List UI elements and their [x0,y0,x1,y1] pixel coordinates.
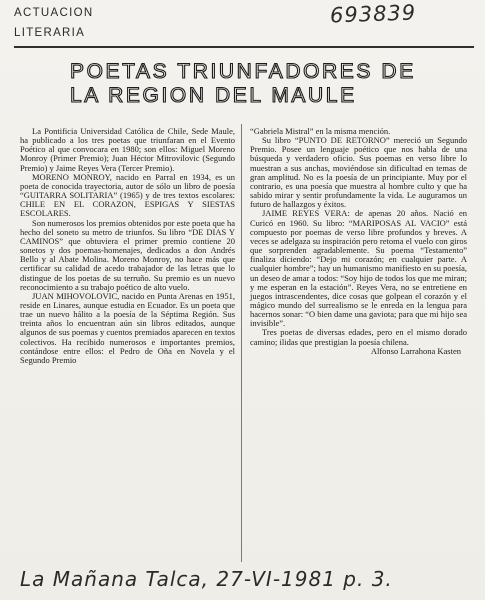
right-column [250,127,467,356]
article-title-line2: LA REGION DEL MAULE [70,84,357,107]
paragraph: La Pontificia Universidad Católica de Chile, Sede Maule, ha publicado a los tres poetas que triunfaran en el Evento Poético al que convocara en 1980; son ellos: Miguel Moreno Monroy (Primer Premio); Juan Héctor Mitrovilovic (Segundo Premio) y Jaime Reyes Vera (Tercer Premio). [20,126,235,173]
header-rule [14,46,474,48]
paragraph: “Gabriela Mistral” en la misma mención. [250,126,391,136]
column-divider [241,124,242,562]
paragraph: Tres poetas de diversas edades, pero en el mismo dorado camino; ilidas que prestigian la poesía chilena. [250,327,467,347]
section-heading-line1: ACTUACION [14,7,94,19]
paragraph: JUAN MIHOVOLOVIC, nacido en Punta Arenas en 1951, reside en Linares, aunque estudia en Ecuador. Es un poeta que trae un nuevo hálito a la poesía de la Séptima Región. Sus treinta años lo encuentran aún sin libros editados, aunque algunos de sus poemas y cuentos premiados aparecen en textos colectivos. Ha recibido numerosos e importantes premios, contándose entre ellos: el Pedro de Oña en Novela y el Segundo Premio [20,290,235,365]
paragraph: Son numerosos los premios obtenidos por este poeta que ha hecho del soneto su metro de triunfos. Su libro “DE DIAS Y CAMINOS” que obtuviera el primer premio contiene 20 sonetos y dos poemas-homenajes, dedicados a don Andrés Bello y al Abate Molina. Moreno Monroy, no hace más que certificar su calidad de acedo trabajador de las letras que lo distingue de los poetas de su terruño. Su premio es un nuevo reconocimiento a su trabajo poético de alto vuelo. [20,217,235,292]
paragraph: MORENO MONROY, nacido en Parral en 1934, es un poeta de conocida trayectoria, autor de sólo un libro de poesía “GUITARRA SOLITARIA” (1965) y de tres textos escolares: CHILE EN EL CORAZON, ESPIGAS Y SIESTAS ESCOLARES. [20,171,235,219]
archive-number-stamp: 693839 [329,0,417,28]
paragraph: JAIME REYES VERA: de apenas 20 años. Nació en Curicó en 1960. Su libro: “MARIPOSAS AL VACIO” está compuesto por poemas de verso libre profundos y breves. A veces se adelgaza su inspiración pero retoma el vuelo con giros que sorprenden agradablemente. Su poema “Testamento” finaliza diciendo: “Dejo mi corazón; en cualquier parte. A cualquier hombre”; hay un humanismo manifiesto en su poesía, un deseo de amar a todos: “Soy hijo de todos los que me miran; y me esperan en la estación”. Reyes Vera, no se entretiene en juegos intrascendentes, dice cosas que golpean el corazón y el mágico mundo del surrealismo se le enreda en la lengua para hacernos sonar: “O bien dame una gaviota; para que mi hijo sea invisible”. [250,208,467,329]
paragraph: Su libro “PUNTO DE RETORNO” mereció un Segundo Premio. Posee un lenguaje poético que nos habla de una búsqueda y verdadero oficio. Sus poemas en verso libre lo muestran a sus anchas, moviéndose sin dificultad en temas de gran amplitud. No es la poesía de un principiante. Muy por el contrario, es una poesía que muestra al hombre culto y que ha sabido mirar y sentir profundamente la vida. Le auguramos un futuro de hallazgos y éxitos. [250,135,467,210]
author-signature: Alfonso Larrahona Kasten [370,345,461,356]
article-title [70,60,416,108]
section-heading [14,3,93,43]
handwritten-source-note: La Mañana Talca, 27-VI-1981 p. 3. [20,567,393,591]
section-heading-line2: LITERARIA [14,27,86,39]
article-title-line1: POETAS TRIUNFADORES DE [70,60,416,83]
left-column [20,127,235,365]
